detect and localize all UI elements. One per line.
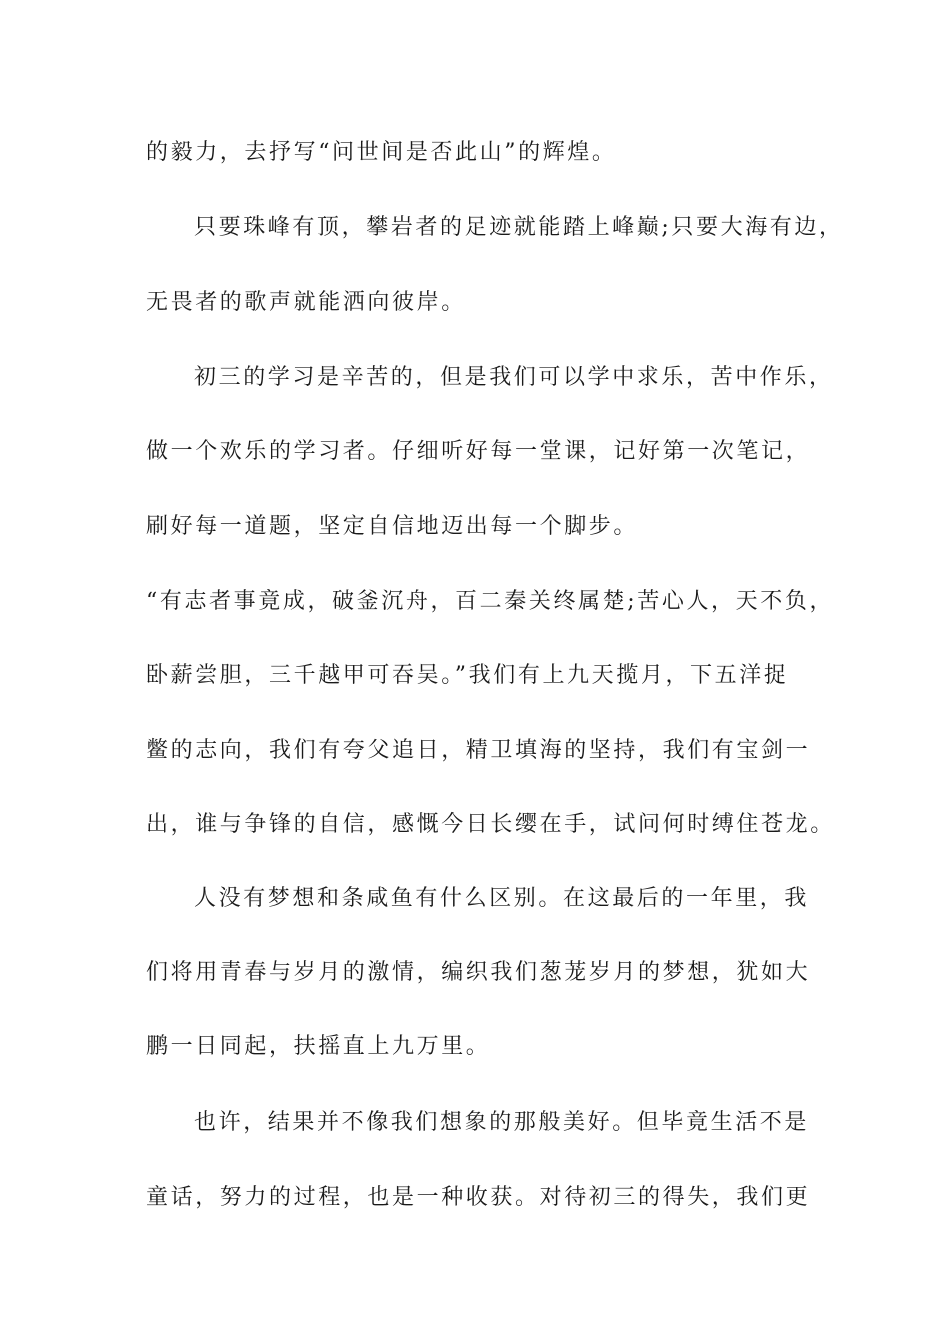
text-line: 刷好每一道题，坚定自信地迈出每一个脚步。	[146, 514, 639, 539]
text-line: 的毅力，去抒写“问世间是否此山”的辉煌。	[146, 140, 617, 165]
text-line: 童话，努力的过程，也是一种收获。对待初三的得失，我们更	[146, 1185, 811, 1210]
text-line: “有志者事竟成，破釜沉舟，百二秦关终属楚;苦心人，天不负，	[146, 589, 835, 614]
text-line: 初三的学习是辛苦的，但是我们可以学中求乐，苦中作乐，	[194, 365, 834, 390]
text-line: 只要珠峰有顶，攀岩者的足迹就能踏上峰巅;只要大海有边，	[194, 215, 844, 240]
text-line: 鳖的志向，我们有夸父追日，精卫填海的坚持，我们有宝剑一	[146, 738, 811, 763]
text-line: 人没有梦想和条咸鱼有什么区别。在这最后的一年里，我	[194, 886, 810, 911]
text-line: 们将用青春与岁月的激情，编织我们葱茏岁月的梦想，犹如大	[146, 960, 811, 985]
text-line: 卧薪尝胆，三千越甲可吞吴。”我们有上九天揽月，下五洋捉	[146, 663, 789, 688]
text-line: 出，谁与争锋的自信，感慨今日长缨在手，试问何时缚住苍龙。	[146, 812, 835, 837]
text-line: 无畏者的歌声就能洒向彼岸。	[146, 290, 466, 315]
text-line: 鹏一日同起，扶摇直上九万里。	[146, 1034, 491, 1059]
text-line: 也许，结果并不像我们想象的那般美好。但毕竟生活不是	[194, 1110, 810, 1135]
text-line: 做一个欢乐的学习者。仔细听好每一堂课，记好第一次笔记，	[146, 439, 811, 464]
